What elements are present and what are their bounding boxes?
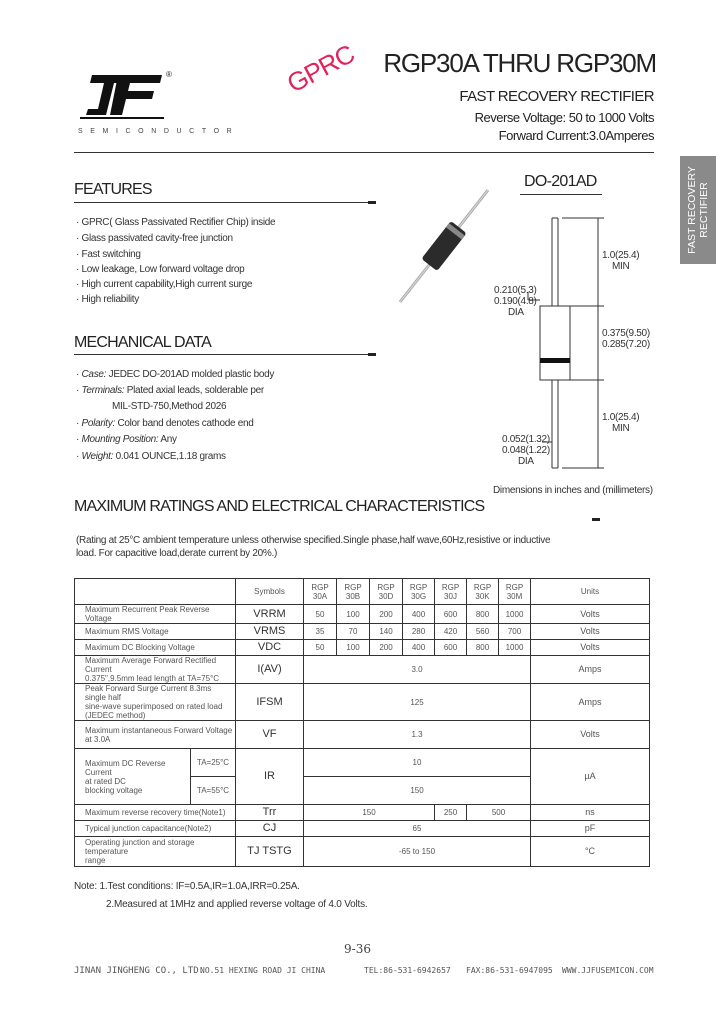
- header-part: RGP 30K: [467, 579, 499, 605]
- ratings-conditions-2: load. For capacitive load,derate current by 20%.): [76, 548, 277, 559]
- footer-tel: TEL:86-531-6942657: [364, 966, 451, 975]
- diode-illustration: [394, 186, 494, 308]
- header-rule: [74, 152, 654, 153]
- table-row: Maximum Average Forward Rectified Current 0.375",9.5mm lead length at TA=75°C I(AV) 3.0 Amps: [75, 656, 650, 684]
- mech-item: · Polarity: Color band denotes cathode end: [76, 418, 254, 429]
- mech-item: · Terminals: Plated axial leads, solderable per: [76, 385, 264, 396]
- feature-item: · Glass passivated cavity-free junction: [76, 233, 233, 244]
- header-symbols: Symbols: [236, 579, 304, 605]
- feature-item: · GPRC( Glass Passivated Rectifier Chip) inside: [76, 217, 276, 228]
- header-part: RGP 30M: [499, 579, 531, 605]
- forward-current: Forward Current:3.0Amperes: [498, 128, 654, 143]
- table-row: Maximum RMS Voltage VRMS 35 70 140 280 420 560 700 Volts: [75, 624, 650, 640]
- company-subtext: SEMICONDUCTOR: [78, 128, 240, 135]
- feature-item: · Fast switching: [76, 249, 141, 260]
- features-heading: FEATURES: [74, 181, 152, 198]
- table-row: Operating junction and storage temperature range TJ TSTG -65 to 150 °C: [75, 837, 650, 867]
- header-part: RGP 30J: [435, 579, 467, 605]
- dim-units-note: Dimensions in inches and (millimeters): [493, 485, 653, 496]
- dim-lead-length-2: 1.0(25.4) MIN: [602, 412, 640, 434]
- page-number: 9-36: [344, 942, 371, 956]
- header-units: Units: [531, 579, 650, 605]
- package-rule: [520, 194, 602, 195]
- table-row: Typical junction capacitance(Note2) CJ 65 pF: [75, 821, 650, 837]
- table-row: Maximum DC Reverse Current at rated DC blocking voltage TA=25°C IR 10 µA: [75, 749, 650, 777]
- ratings-mark: [592, 518, 600, 521]
- features-mark: [368, 201, 376, 204]
- ratings-conditions-1: (Rating at 25°C ambient temperature unless otherwise specified.Single phase,half wave,60Hz,resistive or inductive: [76, 535, 551, 546]
- side-tab-line1: FAST RECOVERY: [686, 166, 698, 254]
- dim-lead-dia: 0.052(1.32) 0.048(1.22) DIA: [502, 434, 550, 467]
- dim-body-length: 0.375(9.50) 0.285(7.20): [602, 328, 650, 350]
- header-part: RGP 30B: [337, 579, 370, 605]
- table-row: Maximum DC Blocking Voltage VDC 50 100 200 400 600 800 1000 Volts: [75, 640, 650, 656]
- table-row: Maximum reverse recovery time(Note1) Trr 150 250 500 ns: [75, 805, 650, 821]
- table-row: Maximum Recurrent Peak Reverse Voltage VRRM 50 100 200 400 600 800 1000 Volts: [75, 605, 650, 624]
- package-name: DO-201AD: [524, 173, 597, 190]
- features-rule: [74, 202, 374, 203]
- reverse-voltage: Reverse Voltage: 50 to 1000 Volts: [474, 110, 654, 125]
- footer-web: WWW.JJFUSEMICON.COM: [562, 966, 654, 975]
- mech-item: · Weight: 0.041 OUNCE,1.18 grams: [76, 451, 226, 462]
- table-row: TA=55°C 150: [75, 777, 650, 805]
- header-part: RGP 30G: [403, 579, 435, 605]
- footer-fax: FAX:86-531-6947095: [466, 966, 553, 975]
- feature-item: · High current capability,High current surge: [76, 279, 253, 290]
- mechanical-rule: [74, 354, 374, 355]
- company-logo: [78, 75, 166, 119]
- mech-item: · Case: JEDEC DO-201AD molded plastic body: [76, 369, 275, 380]
- mech-item: · Mounting Position: Any: [76, 434, 177, 445]
- feature-item: · Low leakage, Low forward voltage drop: [76, 264, 245, 275]
- dim-lead-length: 1.0(25.4) MIN: [602, 250, 640, 272]
- footer-address: NO.51 HEXING ROAD JI CHINA: [200, 966, 326, 975]
- mech-item: MIL-STD-750,Method 2026: [112, 401, 227, 412]
- gprc-stamp: GPRC: [282, 38, 359, 99]
- dim-body-dia: 0.210(5.3) 0.190(4.8) DIA: [494, 285, 537, 318]
- header-part: RGP 30A: [304, 579, 337, 605]
- page-title: RGP30A THRU RGP30M: [383, 48, 656, 78]
- product-type: FAST RECOVERY RECTIFIER: [459, 88, 654, 105]
- mechanical-heading: MECHANICAL DATA: [74, 334, 212, 351]
- ratings-heading: MAXIMUM RATINGS AND ELECTRICAL CHARACTERISTICS: [74, 498, 485, 515]
- header-part: RGP 30D: [370, 579, 403, 605]
- side-tab: [680, 156, 716, 264]
- table-row: Maximum instantaneous Forward Voltage at 3.0A VF 1.3 Volts: [75, 721, 650, 749]
- table-header-row: [75, 579, 650, 605]
- footer-company: JINAN JINGHENG CO., LTD.: [74, 966, 205, 976]
- registered-mark: ®: [166, 70, 172, 79]
- note-1: Note: 1.Test conditions: IF=0.5A,IR=1.0A,IRR=0.25A.: [74, 881, 300, 892]
- note-2: 2.Measured at 1MHz and applied reverse voltage of 4.0 Volts.: [106, 899, 368, 910]
- ratings-table: [74, 578, 650, 867]
- mechanical-mark: [368, 353, 376, 356]
- feature-item: · High reliability: [76, 294, 139, 305]
- side-tab-line2: RECTIFIER: [698, 182, 710, 238]
- table-row: Peak Forward Surge Current 8.3ms single half sine-wave superimposed on rated load (JEDEC method) IFSM 125 Amps: [75, 684, 650, 721]
